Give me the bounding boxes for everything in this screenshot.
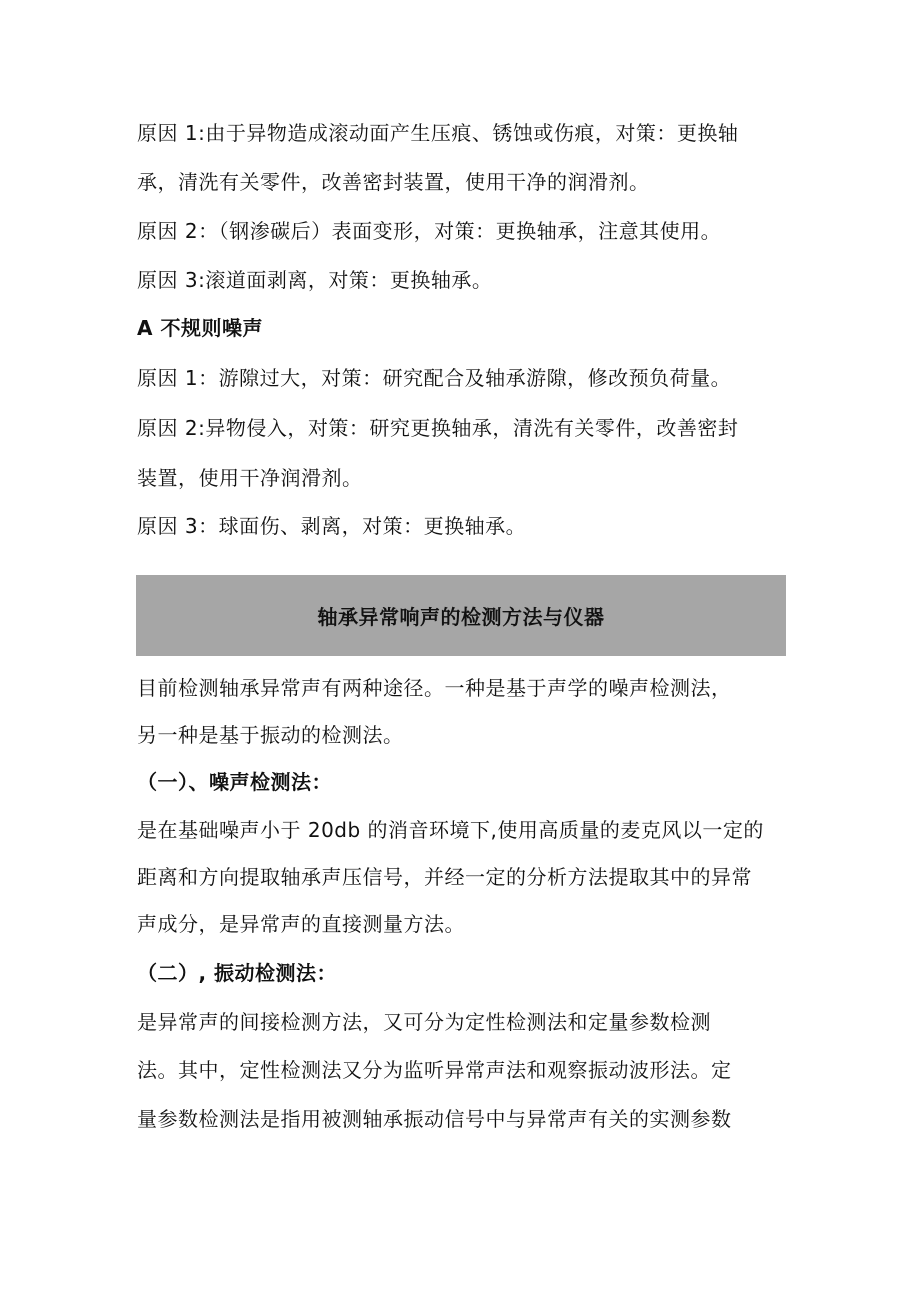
paragraph-line: 承，清洗有关零件，改善密封装置，使用干净的润滑剂。 — [137, 170, 650, 194]
subsection-heading: （二）, 振动检测法： — [137, 961, 338, 985]
paragraph-line: 原因 3:滚道面剥离，对策：更换轴承。 — [137, 268, 493, 292]
banner-title: 轴承异常响声的检测方法与仪器 — [317, 605, 605, 629]
paragraph-line: 原因 1：游隙过大，对策：研究配合及轴承游隙，修改预负荷量。 — [137, 366, 732, 390]
paragraph-line: 是在基础噪声小于 20db 的消音环境下,使用高质量的麦克风以一定的 — [137, 818, 764, 842]
paragraph-line: 原因 2：（钢渗碳后）表面变形，对策：更换轴承，注意其使用。 — [137, 219, 722, 243]
paragraph-line: 法。其中，定性检测法又分为监听异常声法和观察振动波形法。定 — [137, 1058, 732, 1082]
paragraph-line: 是异常声的间接检测方法，又可分为定性检测法和定量参数检测 — [137, 1010, 711, 1034]
paragraph-line: 距离和方向提取轴承声压信号，并经一定的分析方法提取其中的异常 — [137, 865, 752, 889]
section-banner — [136, 575, 786, 656]
section-heading: A 不规则噪声 — [137, 316, 263, 340]
paragraph-line: 目前检测轴承异常声有两种途径。一种是基于声学的噪声检测法， — [137, 676, 732, 700]
paragraph-line: 另一种是基于振动的检测法。 — [137, 723, 404, 747]
paragraph-line: 声成分，是异常声的直接测量方法。 — [137, 912, 465, 936]
paragraph-line: 原因 1:由于异物造成滚动面产生压痕、锈蚀或伤痕，对策：更换轴 — [137, 121, 739, 145]
paragraph-line: 量参数检测法是指用被测轴承振动信号中与异常声有关的实测参数 — [137, 1107, 732, 1131]
paragraph-line: 装置，使用干净润滑剂。 — [137, 466, 363, 490]
paragraph-line: 原因 2:异物侵入，对策：研究更换轴承，清洗有关零件，改善密封 — [137, 416, 739, 440]
paragraph-line: 原因 3：球面伤、剥离，对策：更换轴承。 — [137, 514, 527, 538]
subsection-heading: （一）、噪声检测法： — [137, 770, 332, 794]
